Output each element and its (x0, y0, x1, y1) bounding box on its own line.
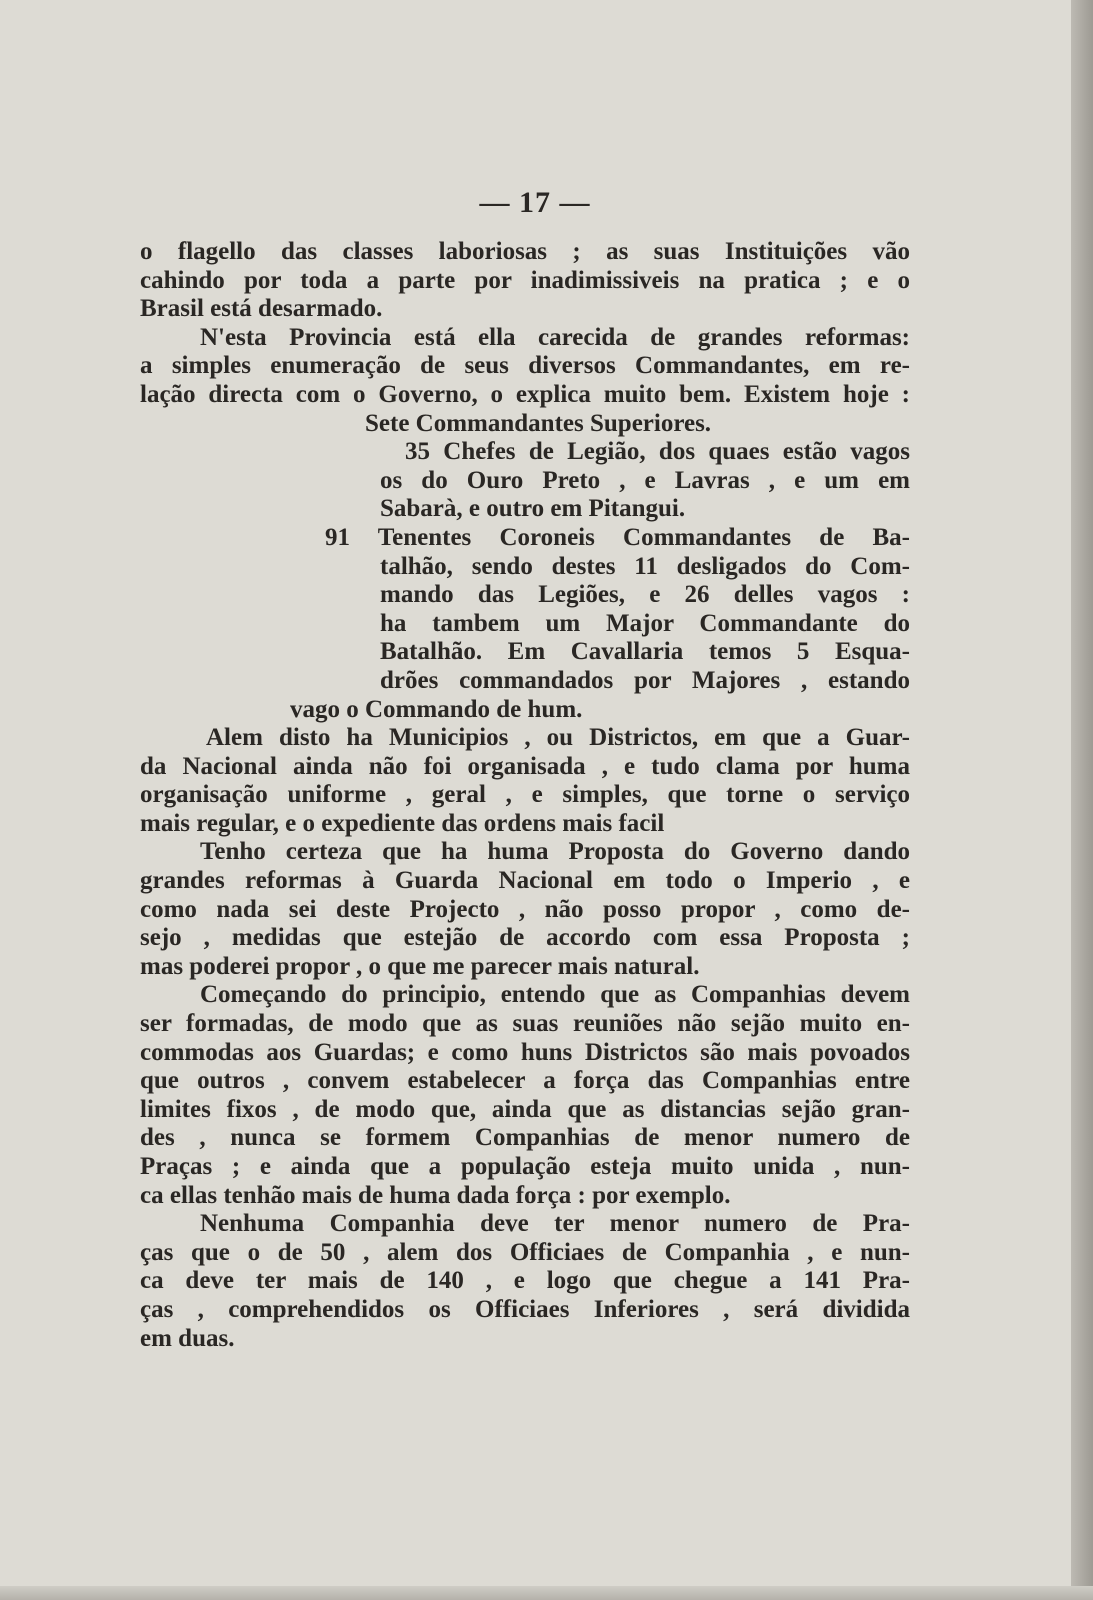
text-line: ca ellas tenhão mais de huma dada força : por exemplo. (140, 1181, 731, 1209)
text-line: limites fixos , de modo que, ainda que as distancias sejão gran- (140, 1095, 910, 1123)
text-line: que outros , convem estabelecer a força das Companhias entre (140, 1067, 910, 1095)
text-line: drões commandados por Majores , estando (380, 666, 910, 694)
text-line: Começando do principio, entendo que as Companhias devem (200, 981, 910, 1009)
text-line: ças que o de 50 , alem dos Officiaes de Companhia , e nun- (140, 1238, 910, 1266)
text-line: Batalhão. Em Cavallaria temos 5 Esqua- (380, 638, 910, 666)
text-line: 91 Tenentes Coroneis Commandantes de Ba- (325, 523, 910, 551)
text-line: commodas aos Guardas; e como huns Districtos são mais povoados (140, 1038, 910, 1066)
text-line: Nenhuma Companhia deve ter menor numero de Pra- (200, 1210, 910, 1238)
text-line: ha tambem um Major Commandante do (380, 609, 910, 637)
text-line: Sabarà, e outro em Pitangui. (380, 495, 686, 523)
page-number: — 17 — (479, 186, 591, 219)
text-line: como nada sei deste Projecto , não posso propor , como de- (140, 895, 910, 923)
text-line: grandes reformas à Guarda Nacional em todo o Imperio , e (140, 867, 910, 895)
text-line: mas poderei propor , o que me parecer mais natural. (140, 952, 700, 980)
text-line: a simples enumeração de seus diversos Commandantes, em re- (140, 352, 910, 380)
page-bottom-edge (0, 1586, 1093, 1600)
text-line: Praças ; e ainda que a população esteja muito unida , nun- (140, 1153, 910, 1180)
text-line: N'esta Provincia está ella carecida de grandes reformas: (200, 323, 910, 351)
text-line: ca deve ter mais de 140 , e logo que chegue a 141 Pra- (140, 1267, 910, 1295)
text-line: ças , comprehendidos os Officiaes Inferiores , será dividida (140, 1295, 910, 1323)
text-line: Tenho certeza que ha huma Proposta do Governo dando (200, 838, 910, 866)
text-line: talhão, sendo destes 11 desligados do Com- (380, 552, 910, 580)
text-line: sejo , medidas que estejão de accordo com essa Proposta ; (140, 924, 910, 952)
text-line: des , nunca se formem Companhias de menor numero de (140, 1124, 910, 1152)
text-line: lação directa com o Governo, o explica muito bem. Existem hoje : (140, 380, 910, 408)
text-line: ser formadas, de modo que as suas reuniões não sejão muito en- (140, 1010, 910, 1038)
text-line: organisação uniforme , geral , e simples, que torne o serviço (140, 781, 910, 809)
page-edge-shadow (1071, 0, 1093, 1600)
text-line: o flagello das classes laboriosas ; as suas Instituições vão (140, 238, 910, 265)
text-line: os do Ouro Preto , e Lavras , e um em (380, 466, 910, 494)
text-line: cahindo por toda a parte por inadimissiveis na pratica ; e o (140, 266, 910, 294)
text-line: mando das Legiões, e 26 delles vagos : (380, 581, 910, 609)
text-line: vago o Commando de hum. (290, 695, 583, 723)
text-line: Brasil está desarmado. (140, 295, 383, 323)
text-line: em duas. (140, 1324, 235, 1352)
text-line: da Nacional ainda não foi organisada , e tudo clama por huma (140, 752, 910, 780)
text-line: Sete Commandantes Superiores. (365, 409, 712, 437)
text-line: mais regular, e o expediente das ordens mais facil (140, 809, 665, 837)
text-line: Alem disto ha Municipios , ou Districtos, em que a Guar- (206, 724, 910, 752)
body-text (140, 238, 910, 1353)
text-line: 35 Chefes de Legião, dos quaes estão vagos (405, 438, 910, 466)
